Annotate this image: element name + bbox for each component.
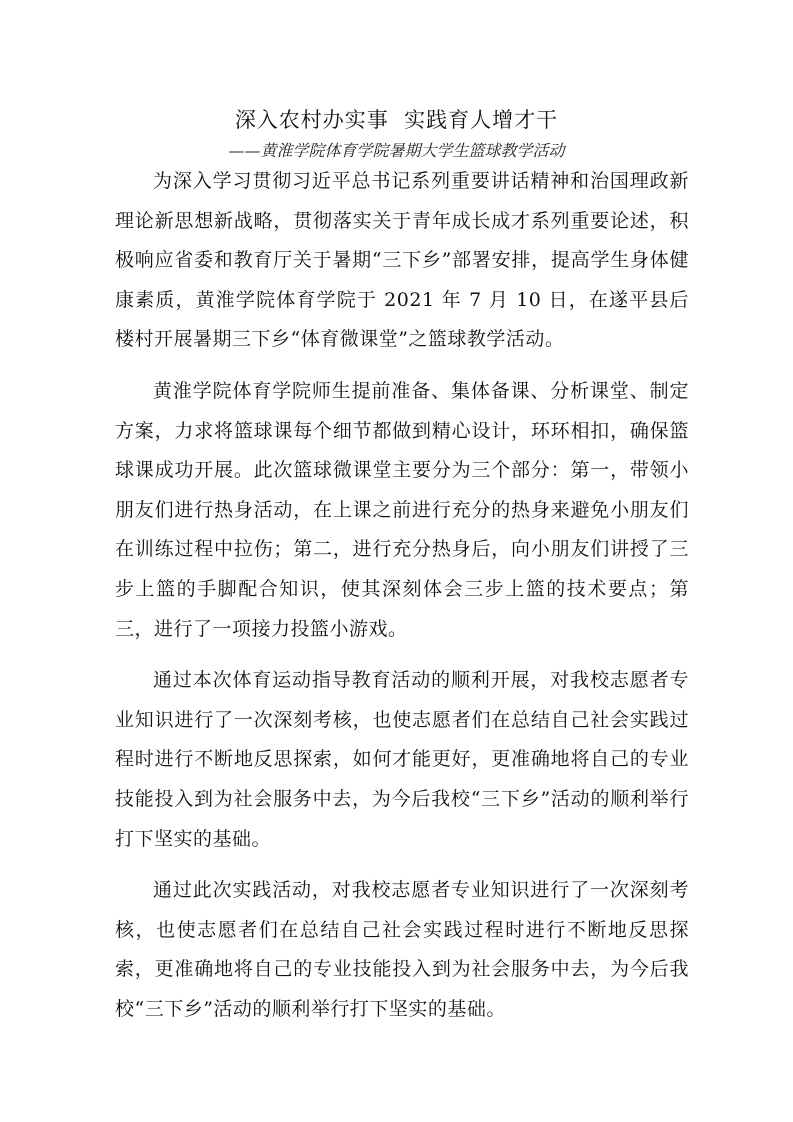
document-subtitle: ——黄淮学院体育学院暑期大学生篮球教学活动	[228, 141, 565, 160]
paragraph-4: 通过此次实践活动，对我校志愿者专业知识进行了一次深刻考核，也使志愿者们在总结自己社会实践过程时进行不断地反思探索，更准确地将自己的专业技能投入到为社会服务中去，为今后我校“三下乡”活动的顺利举行打下坚实的基础。	[115, 879, 689, 1020]
document-title: 深入农村办实事 实践育人增才干	[234, 108, 559, 132]
paragraph-1: 为深入学习贯彻习近平总书记系列重要讲话精神和治国理政新理论新思想新战略，贯彻落实关于青年成长成才系列重要论述，积极响应省委和教育厅关于暑期“三下乡”部署安排，提高学生身体健康素质，黄淮学院体育学院于 2021 年 7 月 10 日，在遂平县后楼村开展暑期三下乡“体育微课堂”之篮球教学活动。	[115, 170, 689, 351]
paragraph-2: 黄淮学院体育学院师生提前准备、集体备课、分析课堂、制定方案，力求将篮球课每个细节都做到精心设计，环环相扣，确保篮球课成功开展。此次篮球微课堂主要分为三个部分：第一，带领小朋友们进行热身活动，在上课之前进行充分的热身来避免小朋友们在训练过程中拉伤；第二，进行充分热身后，向小朋友们讲授了三步上篮的手脚配合知识，使其深刻体会三步上篮的技术要点；第三，进行了一项接力投篮小游戏。	[115, 379, 689, 640]
paragraph-3: 通过本次体育运动指导教育活动的顺利开展，对我校志愿者专业知识进行了一次深刻考核，也使志愿者们在总结自己社会实践过程时进行不断地反思探索，如何才能更好，更准确地将自己的专业技能投入到为社会服务中去，为今后我校“三下乡”活动的顺利举行打下坚实的基础。	[115, 669, 689, 850]
document-body	[115, 162, 689, 1041]
